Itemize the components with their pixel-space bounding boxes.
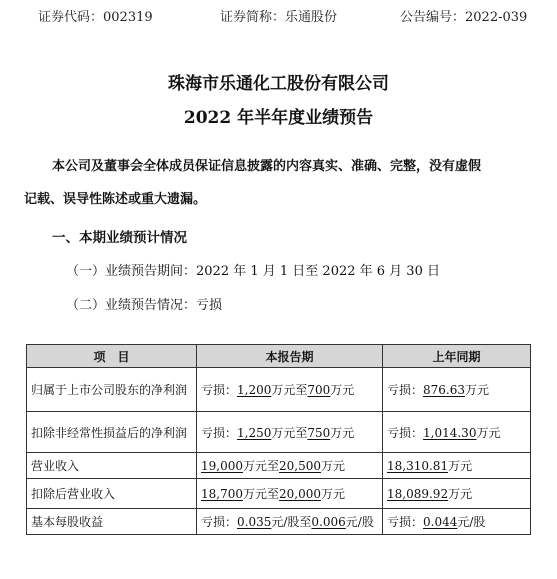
range-sep: 万元至: [243, 459, 280, 473]
prefix: 亏损：: [387, 425, 424, 440]
range-sep: 元/股至: [271, 515, 312, 529]
document-header: [0, 6, 557, 28]
value: 0.044: [423, 515, 458, 529]
value: 18,310.81: [387, 459, 449, 473]
header-prior-period: 上年同期: [383, 345, 531, 368]
value: 1,014.30: [423, 425, 477, 440]
table-row: [27, 368, 531, 412]
unit: 万元: [476, 425, 501, 440]
value-high: 20,000: [279, 487, 322, 501]
prefix: 亏损：: [201, 383, 238, 397]
prefix: 亏损：: [387, 383, 424, 397]
prefix: 亏损：: [201, 515, 238, 529]
value-low: 18,700: [201, 487, 243, 501]
unit: 万元: [321, 487, 346, 501]
section-heading: 一、本期业绩预计情况: [52, 230, 187, 246]
unit: 万元: [448, 459, 473, 473]
row-prior: [383, 412, 531, 453]
row-item: 扣除非经常性损益后的净利润: [27, 412, 197, 453]
range-sep: 万元至: [271, 383, 308, 397]
statement-line-1: 本公司及董事会全体成员保证信息披露的内容真实、准确、完整，没有虚假: [52, 159, 482, 174]
row-item: 扣除后营业收入: [27, 479, 197, 509]
forecast-table: [26, 344, 531, 535]
value: 18,089.92: [387, 487, 449, 501]
value: 876.63: [423, 383, 466, 397]
row-prior: [383, 368, 531, 412]
table-header-row: [27, 345, 531, 368]
value-high: 0.006: [311, 515, 346, 529]
prefix: 亏损：: [387, 515, 424, 529]
row-item: 归属于上市公司股东的净利润: [27, 368, 197, 412]
value-low: 1,250: [237, 425, 272, 440]
row-current: [197, 479, 383, 509]
report-title: 2022 年半年度业绩预告: [183, 108, 374, 128]
range-sep: 万元至: [271, 425, 308, 440]
unit: 万元: [448, 487, 473, 501]
table-row: [27, 479, 531, 509]
forecast-period: （一）业绩预告期间：2022 年 1 月 1 日至 2022 年 6 月 30 日: [66, 264, 440, 279]
statement-line-2: 记载、误导性陈述或重大遗漏。: [24, 192, 207, 207]
header-item: 项 目: [27, 345, 197, 368]
value-high: 700: [307, 383, 331, 397]
value-low: 0.035: [237, 515, 272, 529]
table-row: [27, 453, 531, 479]
forecast-status: （二）业绩预告情况：亏损: [66, 298, 223, 313]
unit: 万元: [465, 383, 490, 397]
range-sep: 万元至: [243, 487, 280, 501]
row-current: [197, 509, 383, 535]
table-row: [27, 412, 531, 453]
prefix: 亏损：: [201, 425, 238, 440]
value-low: 19,000: [201, 459, 243, 473]
value-low: 1,200: [237, 383, 272, 397]
row-item: 营业收入: [27, 453, 197, 479]
row-current: [197, 453, 383, 479]
stock-short-name: 证券简称：乐通股份: [220, 10, 338, 25]
notice-number: 公告编号：2022-039: [400, 10, 528, 25]
table-row: [27, 509, 531, 535]
row-prior: [383, 453, 531, 479]
stock-code: 证券代码：002319: [38, 10, 153, 25]
value-high: 750: [307, 425, 331, 440]
row-prior: [383, 479, 531, 509]
row-item: 基本每股收益: [27, 509, 197, 535]
header-current-period: 本报告期: [197, 345, 383, 368]
company-title: 珠海市乐通化工股份有限公司: [168, 74, 389, 94]
unit: 万元: [330, 425, 355, 440]
unit: 万元: [330, 383, 355, 397]
row-prior: [383, 509, 531, 535]
unit: 元/股: [345, 515, 374, 529]
row-current: [197, 412, 383, 453]
unit: 万元: [321, 459, 346, 473]
value-high: 20,500: [279, 459, 322, 473]
unit: 元/股: [457, 515, 486, 529]
row-current: [197, 368, 383, 412]
